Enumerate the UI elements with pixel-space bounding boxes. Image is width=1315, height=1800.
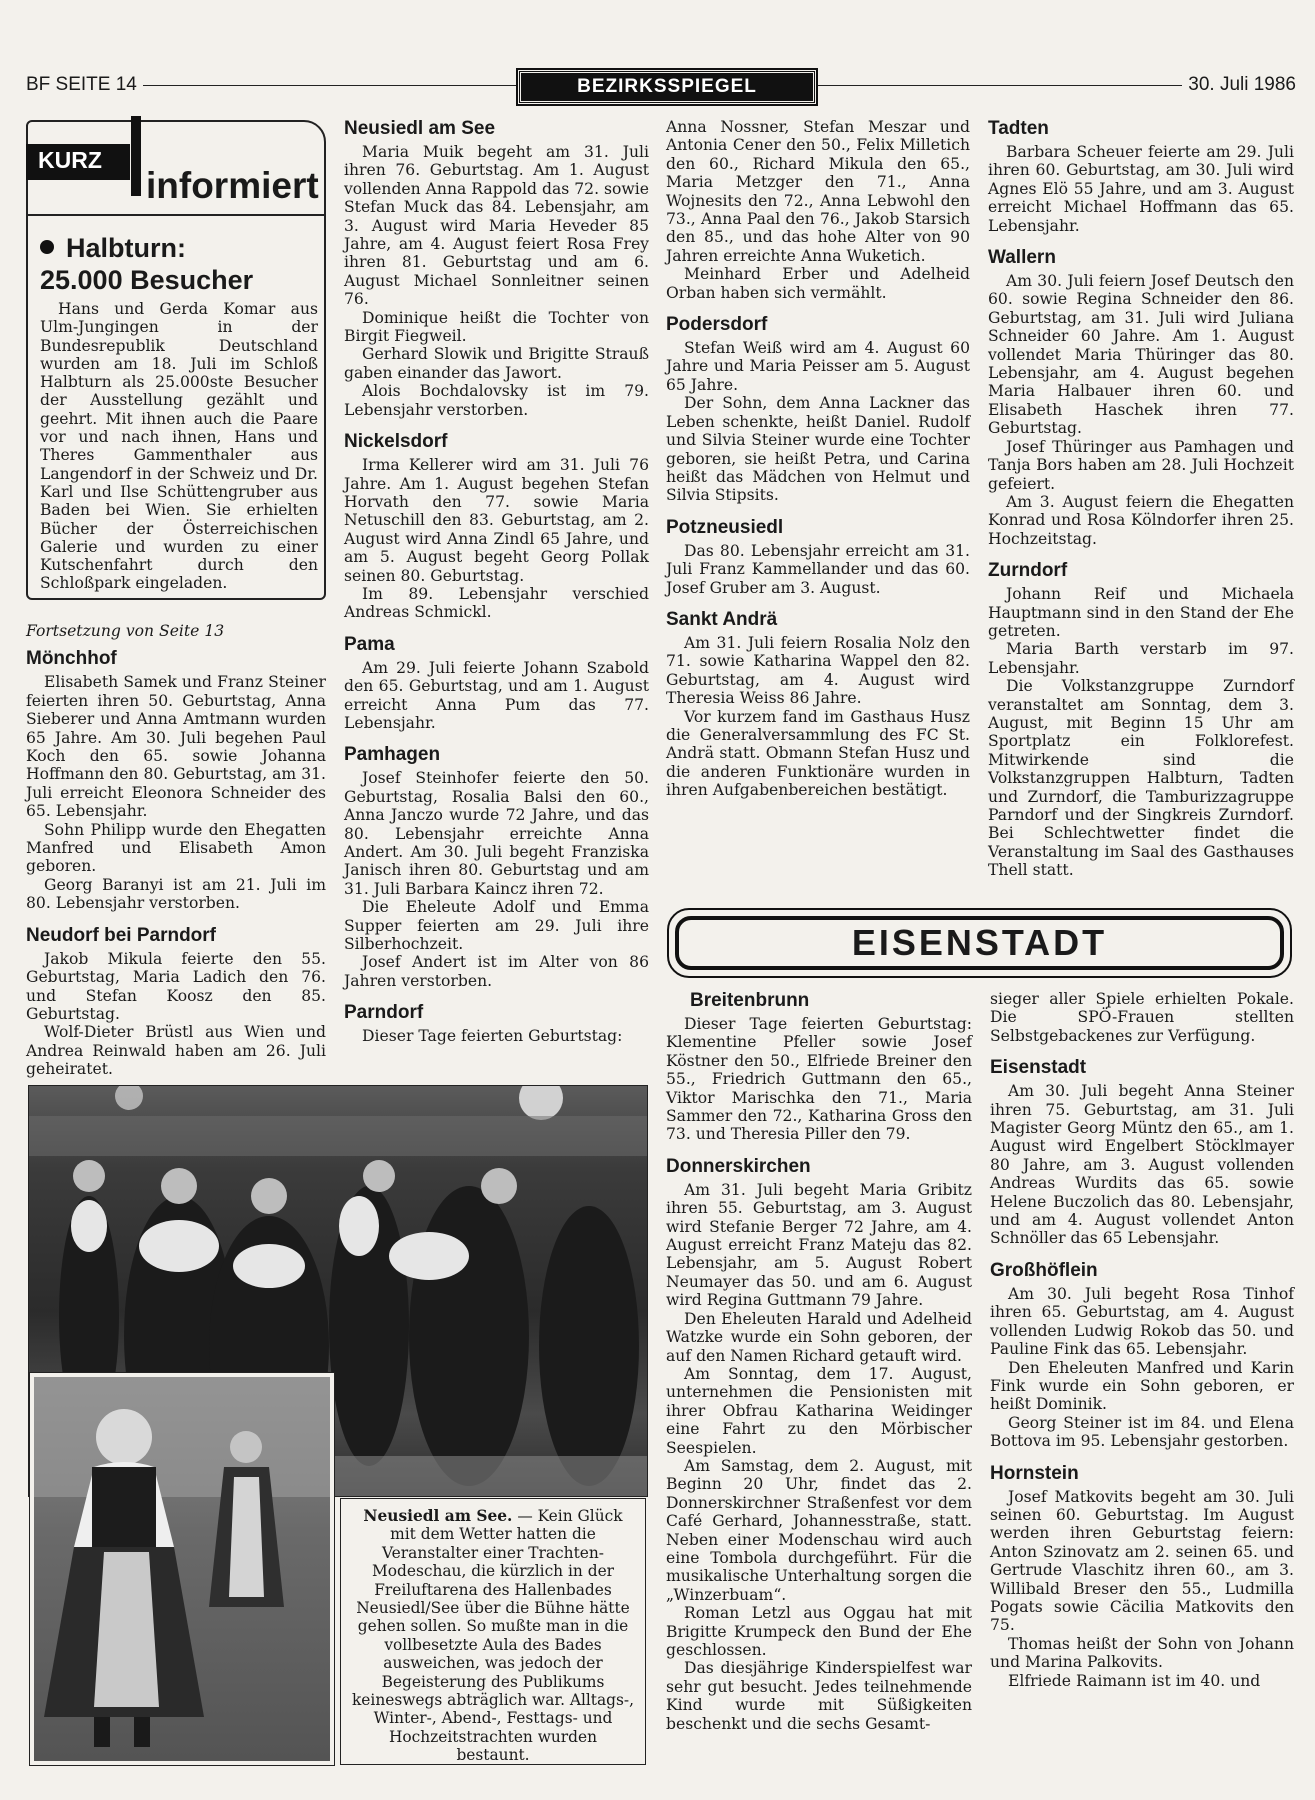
section-heading: Neudorf bei Parndorf bbox=[26, 924, 217, 946]
box-text bbox=[40, 300, 318, 593]
kurz-bar bbox=[131, 116, 141, 196]
issue-date: 30. Juli 1986 bbox=[1182, 74, 1296, 96]
paragraph: Dieser Tage feierten Geburtstag: bbox=[362, 1027, 623, 1046]
section-heading: Parndorf bbox=[344, 1002, 424, 1024]
page-label: BF SEITE 14 bbox=[26, 74, 143, 96]
paragraph: Georg Steiner ist im 84. und Elena Bottova im 95. Lebensjahr gestorben. bbox=[990, 1413, 1294, 1451]
box-paragraph: Hans und Gerda Komar aus Ulm-Jungingen in der Bundesrepublik Deutschland wurden am 18. Juli im Schloß Halbturn als 25.000ste Besucher der Ausstellung gezählt und geehrt. Mit ihnen auch die Paare vor und nach ihnen, Hans und Theres Gammenthaler aus Langendorf in der Schweiz und Dr. Karl und Ilse Schüttengruber aus Baden bei Wien. Sie erhielten Bücher der Österreichischen Galerie und wurden zu einer Kutschenfahrt durch den Schloßpark eingeladen. bbox=[40, 300, 318, 593]
kurz-informiert-box bbox=[26, 120, 326, 600]
dirndl-photo-illustration bbox=[34, 1377, 330, 1761]
section-heading: Zurndorf bbox=[988, 560, 1068, 582]
dirndl-photo bbox=[30, 1373, 334, 1765]
column-1 bbox=[26, 622, 326, 1079]
headline-line2: 25.000 Besucher bbox=[40, 265, 254, 295]
paragraph: Am 3. August feiern die Ehegatten Konrad und Rosa Kölndorfer ihren 25. Hochzeitstag. bbox=[988, 492, 1294, 548]
eisenstadt-column-b bbox=[990, 990, 1294, 1690]
paragraph: Am Samstag, dem 2. August, mit Beginn 20 Uhr, findet das 2. Donnerskirchner Straßenfest vor dem Café Gerhard, Johannesstraße, statt. Neben einer Modenschau wird auch eine Tombola durchgeführt. Für die musikalische Unterhaltung sorgen die „Winzerbuam“. bbox=[666, 1456, 972, 1604]
column-4 bbox=[988, 118, 1294, 880]
section-heading: Sankt Andrä bbox=[666, 608, 778, 630]
continuation-note: Fortsetzung von Seite 13 bbox=[26, 622, 225, 640]
paragraph: Meinhard Erber und Adelheid Orban haben sich vermählt. bbox=[666, 265, 970, 302]
paragraph: Im 89. Lebensjahr verschied Andreas Schmickl. bbox=[344, 584, 649, 622]
paragraph: Wolf-Dieter Brüstl aus Wien und Andrea Reinwald haben am 26. Juli geheiratet. bbox=[26, 1023, 326, 1079]
paragraph: Der Sohn, dem Anna Lackner das Leben schenkte, heißt Daniel. Rudolf und Silvia Steiner wurde eine Tochter geboren, sie heißt Petra, und Carina heißt das Mädchen von Helmut und Silvia Stipsits. bbox=[666, 394, 970, 505]
paragraph: Elisabeth Samek und Franz Steiner feierten ihren 50. Geburtstag, Anna Sieberer und Anna Amtmann wurden 65 Jahre. Am 30. Juli begehen Paul Koch den 65. sowie Johanna Hoffmann den 80. Geburtstag, am 31. Juli erreicht Eleonora Schneider des 65. Lebensjahr. bbox=[26, 673, 326, 821]
box-divider bbox=[26, 214, 326, 216]
section-heading: Breitenbrunn bbox=[690, 990, 810, 1011]
paragraph: Den Eheleuten Harald und Adelheid Watzke wurde ein Sohn geboren, der auf den Namen Richard getauft wird. bbox=[666, 1309, 972, 1365]
paragraph: Vor kurzem fand im Gasthaus Husz die Generalversammlung des FC St. Andrä statt. Obmann Stefan Husz und die anderen Funktionäre wurden in ihren Aufgabenbereichen bestätigt. bbox=[666, 707, 970, 800]
paragraph: Am 30. Juli begeht Anna Steiner ihren 75. Geburtstag, am 31. Juli Magister Georg Müntz den 65., am 1. August wird Engelbert Stöcklmayer 80 Jahre, am 3. August vollenden Andreas Wurdits das 65. sowie Helene Buczolich das 80. Lebensjahr, und am 4. August vollendet Anton Schnöller das 65 Lebensjahr. bbox=[990, 1082, 1294, 1248]
paragraph: Alois Bochdalovsky ist im 79. Lebensjahr verstorben. bbox=[344, 382, 649, 419]
paragraph: Maria Barth verstarb im 97. Lebensjahr. bbox=[988, 640, 1294, 677]
paragraph: Das diesjährige Kinderspielfest war sehr gut besucht. Jedes teilnehmende Kind wurde mit Süßigkeiten beschenkt und die sechs Gesamt- bbox=[666, 1659, 972, 1733]
box-headline bbox=[40, 232, 312, 296]
paragraph: Das 80. Lebensjahr erreicht am 31. Juli Franz Kammellander und das 60. Josef Gruber am 3. August. bbox=[666, 541, 970, 597]
paragraph: Thomas heißt der Sohn von Johann und Marina Palkovits. bbox=[990, 1634, 1294, 1672]
section-heading: Potzneusiedl bbox=[666, 516, 784, 538]
paragraph: Sohn Philipp wurde den Ehegatten Manfred und Elisabeth Amon geboren. bbox=[26, 820, 326, 876]
section-heading: Hornstein bbox=[990, 1462, 1079, 1484]
paragraph: Stefan Weiß wird am 4. August 60 Jahre und Maria Peisser am 5. August 65 Jahre. bbox=[666, 339, 970, 394]
photo-caption bbox=[340, 1498, 646, 1765]
paragraph: Georg Baranyi ist am 21. Juli im 80. Lebensjahr verstorben. bbox=[26, 875, 326, 913]
paragraph: Dieser Tage feierten Geburtstag: Klementine Pfeller sowie Josef Köstner den 50., Elfriede Breiner den 55., Friedrich Guttmann den 65., Viktor Marischka den 71., Maria Sammer den 72., Katharina Gross den 73. und Theresia Piller den 79. bbox=[666, 1015, 972, 1144]
section-heading: Nickelsdorf bbox=[344, 431, 448, 453]
paragraph: Am 30. Juli begeht Rosa Tinhof ihren 65. Geburtstag, am 4. August vollenden Ludwig Rokob das 50. und Pauline Fink das 65. Lebensjahr. bbox=[990, 1284, 1294, 1359]
bullet-icon bbox=[40, 240, 54, 254]
section-heading: Pama bbox=[344, 633, 395, 655]
caption-place: Neusiedl am See. bbox=[363, 1507, 513, 1525]
paragraph: Am Sonntag, dem 17. August, unternehmen die Pensionisten mit ihrer Obfrau Katharina Weidinger eine Fahrt zu den Mörbischer Seespielen. bbox=[666, 1364, 972, 1457]
paragraph: Josef Matkovits begeht am 30. Juli seinen 60. Geburtstag. Im August werden ihren Geburtstag feiern: Anton Szinovatz am 2. seinen 65. und Gertrude Vlaschitz ihren 60., am 3. Willibald Breser den 55., Ludmilla Pogats sowie Cäcilia Matkovits den 75. bbox=[990, 1487, 1294, 1635]
paragraph: Gerhard Slowik und Brigitte Strauß gaben einander das Jawort. bbox=[344, 345, 649, 382]
paragraph: Am 31. Juli feiern Rosalia Nolz den 71. sowie Katharina Wappel den 82. Geburtstag, am 4. August wird Theresia Weiss 86 Jahre. bbox=[666, 633, 970, 708]
paragraph: Josef Andert ist im Alter von 86 Jahren verstorben. bbox=[344, 953, 649, 990]
section-heading: Pamhagen bbox=[344, 744, 441, 766]
paragraph: sieger aller Spiele erhielten Pokale. Die SPÖ-Frauen stellten Selbstgebackenes zur Verfügung. bbox=[990, 990, 1294, 1045]
paragraph: Josef Thüringer aus Pamhagen und Tanja Bors haben am 28. Juli Hochzeit gefeiert. bbox=[988, 437, 1294, 493]
eisenstadt-banner bbox=[667, 908, 1292, 978]
section-heading: Eisenstadt bbox=[990, 1057, 1087, 1079]
paragraph: Am 29. Juli feierte Johann Szabold den 65. Geburtstag, und am 1. August erreicht Anna Pum das 77. Lebensjahr. bbox=[344, 658, 649, 732]
paragraph: Elfriede Raimann ist im 40. und bbox=[1008, 1671, 1261, 1690]
section-heading: Wallern bbox=[988, 247, 1056, 269]
page-header bbox=[26, 70, 1296, 104]
paragraph: Josef Steinhofer feierte den 50. Geburtstag, Rosalia Balsi den 60., Anna Janczo wurde 72 Jahre, und das 80. Lebensjahr erreichte Anna Andert. Am 30. Juli begeht Franziska Janisch ihren 80. Geburtstag und am 31. Juli Barbara Kaincz ihren 72. bbox=[344, 769, 649, 898]
section-title: BEZIRKSSPIEGEL bbox=[518, 70, 816, 104]
eisenstadt-column-a bbox=[666, 990, 972, 1733]
section-heading: Tadten bbox=[988, 118, 1049, 139]
paragraph: Barbara Scheuer feierte am 29. Juli ihren 60. Geburtstag, am 30. Juli wird Agnes Elö 55 Jahre, und am 3. August erreicht Michael Hoffmann das 65. Lebensjahr. bbox=[988, 143, 1294, 235]
eisenstadt-title: EISENSTADT bbox=[675, 916, 1284, 970]
paragraph: Die Eheleute Adolf und Emma Supper feierten am 29. Juli ihre Silberhochzeit. bbox=[344, 898, 649, 954]
section-heading: Neusiedl am See bbox=[344, 118, 496, 139]
paragraph: Am 31. Juli begeht Maria Gribitz ihren 55. Geburtstag, am 3. August wird Stefanie Berger 72 Jahre, am 4. August erreicht Franz Mateju das 82. Lebensjahr, am 5. August Robert Neumayer das 50. und am 6. August wird Regina Guttmann 79 Jahre. bbox=[666, 1180, 972, 1310]
paragraph: Johann Reif und Michaela Hauptmann sind in den Stand der Ehe getreten. bbox=[988, 585, 1294, 640]
paragraph: Jakob Mikula feierte den 55. Geburtstag, Maria Ladich den 76. und Stefan Koosz den 85. Geburtstag. bbox=[26, 949, 326, 1023]
caption-text: — Kein Glück mit dem Wetter hatten die Veranstalter einer Trachten-Modeschau, die kürzlich in der Freiluftarena des Hallenbades Neusiedl/See über die Bühne hätte gehen sollen. So mußte man in die vollbesetzte Aula des Bades ausweichen, was jedoch der Begeisterung des Publikums keineswegs abträglich war. Alltags-, Winter-, Abend-, Festtags- und Hochzeitstrachten wurden bestaunt. bbox=[351, 1507, 635, 1765]
paragraph: Roman Letzl aus Oggau hat mit Brigitte Krumpeck den Bund der Ehe geschlossen. bbox=[666, 1604, 972, 1659]
section-heading: Großhöflein bbox=[990, 1259, 1098, 1281]
headline-line1: Halbturn: bbox=[66, 233, 186, 263]
paragraph: Anna Nossner, Stefan Meszar und Antonia Cener den 50., Felix Milletich den 60., Richard Mikula den 65., Maria Metzger den 71., Anna Wojnesits den 72., Anna Lebwohl den 73., Anna Paal den 76., Jakob Starsich den 85., und das hohe Alter von 90 Jahren erreichte Anna Wuketich. bbox=[666, 118, 970, 265]
column-2 bbox=[344, 118, 649, 1046]
section-heading: Podersdorf bbox=[666, 314, 768, 336]
paragraph: Maria Muik begeht am 31. Juli ihren 76. Geburtstag. Am 1. August vollenden Anna Rappold das 72. sowie Stefan Muck das 84. Lebensjahr, am 3. August wird Maria Heveder 85 Jahre, am 4. August feiert Rosa Frey ihren 81. Geburtstag und am 6. August Michael Sonnleitner seinen 76. bbox=[344, 143, 649, 309]
kurz-label: KURZ bbox=[26, 144, 130, 180]
section-heading: Mönchhof bbox=[26, 648, 117, 670]
paragraph: Irma Kellerer wird am 31. Juli 76 Jahre. Am 1. August begehen Stefan Horvath den 77. sowie Maria Netuschill den 83. Geburtstag, am 2. August wird Anna Zindl 65 Jahre, und am 5. August begeht Georg Pollak seinen 80. Geburtstag. bbox=[344, 456, 649, 585]
column-3 bbox=[666, 118, 970, 800]
paragraph: Am 30. Juli feiern Josef Deutsch den 60. sowie Regina Schneider den 86. Geburtstag, am 31. Juli wird Juliana Schneider 60 Jahre. Am 1. August vollendet Maria Thüringer das 80. Lebensjahr, am 4. August begehen Maria Halbauer ihren 60. und Elisabeth Haschek ihren 77. Geburtstag. bbox=[988, 272, 1294, 438]
paragraph: Dominique heißt die Tochter von Birgit Fiegweil. bbox=[344, 308, 649, 346]
paragraph: Die Volkstanzgruppe Zurndorf veranstaltet am Sonntag, dem 3. August, mit Beginn 15 Uhr am Sportplatz ein Folklorefest. Mitwirkende sind die Volkstanzgruppen Halbturn, Tadten und Zurndorf, die Tamburizzagruppe Parndorf und der Singkreis Zurndorf. Bei Schlechtwetter findet die Veranstaltung im Saal des Gasthauses Thell statt. bbox=[988, 677, 1294, 880]
informiert-label: informiert bbox=[146, 165, 319, 206]
section-heading: Donnerskirchen bbox=[666, 1155, 811, 1177]
paragraph: Den Eheleuten Manfred und Karin Fink wurde ein Sohn geboren, er heißt Dominik. bbox=[990, 1358, 1294, 1414]
